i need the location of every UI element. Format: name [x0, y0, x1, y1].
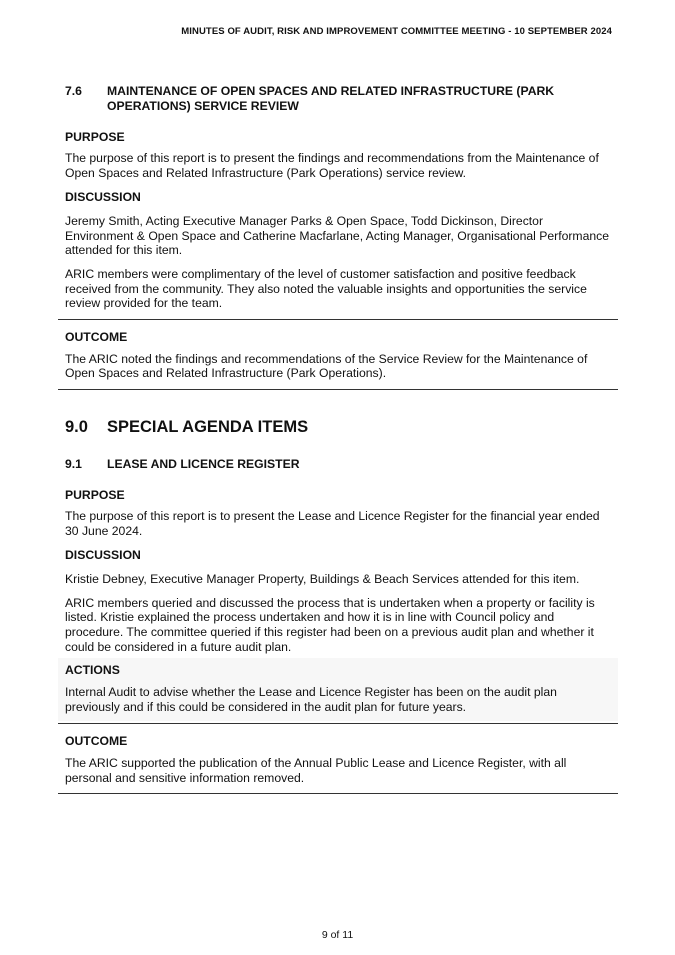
item-7-6-heading — [58, 84, 618, 114]
divider — [58, 389, 618, 390]
item-title: MAINTENANCE OF OPEN SPACES AND RELATED INFRASTRUCTURE (PARK OPERATIONS) SERVICE REVIEW — [107, 84, 555, 113]
actions-label: ACTIONS — [65, 663, 120, 678]
divider — [58, 793, 618, 794]
discussion-paragraph: ARIC members were complimentary of the level of customer satisfaction and positive feedback received from the community. They also noted the valuable insights and opportunities the service review provided for the team. — [65, 266, 587, 311]
item-title: LEASE AND LICENCE REGISTER — [107, 456, 300, 471]
section-title: SPECIAL AGENDA ITEMS — [107, 417, 309, 436]
item-number: 7.6 — [65, 84, 82, 98]
page-number: 9 of 11 — [321, 929, 354, 941]
discussion-label: DISCUSSION — [65, 548, 141, 563]
discussion-paragraph: Kristie Debney, Executive Manager Property, Buildings & Beach Services attended for this item. — [65, 572, 580, 587]
discussion-paragraph: Jeremy Smith, Acting Executive Manager Parks & Open Space, Todd Dickinson, Director Environment & Open Space and Catherine Macfarlane, Acting Manager, Organisational Performance attended for this item. — [65, 214, 610, 258]
page-header: MINUTES OF AUDIT, RISK AND IMPROVEMENT COMMITTEE MEETING - 10 SEPTEMBER 2024 — [181, 26, 612, 37]
outcome-label: OUTCOME — [65, 734, 128, 749]
outcome-label: OUTCOME — [65, 329, 128, 344]
section-number: 9.0 — [65, 417, 88, 436]
discussion-label: DISCUSSION — [65, 190, 141, 205]
purpose-text: The purpose of this report is to present the findings and recommendations from the Maintenance of Open Spaces and Related Infrastructure (Park Operations) service review. — [65, 151, 599, 180]
page-body — [58, 0, 618, 794]
outcome-text: The ARIC noted the findings and recommendations of the Service Review for the Maintenance of Open Spaces and Related Infrastructure (Park Operations). — [65, 351, 588, 381]
outcome-text: The ARIC supported the publication of the Annual Public Lease and Licence Register, with all personal and sensitive information removed. — [65, 756, 567, 785]
purpose-label: PURPOSE — [65, 487, 125, 502]
discussion-paragraph: ARIC members queried and discussed the process that is undertaken when a property or facility is listed. Kristie explained the process undertaken and how it is in line with Council policy and procedure. The committee queried if this register had been on a previous audit plan and whether it could be considered in a future audit plan. — [65, 595, 595, 654]
purpose-label: PURPOSE — [65, 130, 125, 144]
actions-text: Internal Audit to advise whether the Lease and Licence Register has been on the audit plan previously and if this could be considered in the audit plan for future years. — [65, 685, 557, 714]
item-9-1-heading — [58, 457, 618, 472]
purpose-text: The purpose of this report is to present the Lease and Licence Register for the financial year ended 30 June 2024. — [65, 508, 600, 538]
actions-block — [58, 658, 618, 721]
section-9-heading — [58, 417, 618, 437]
item-number: 9.1 — [65, 456, 82, 471]
divider — [58, 319, 618, 320]
divider — [58, 723, 618, 724]
